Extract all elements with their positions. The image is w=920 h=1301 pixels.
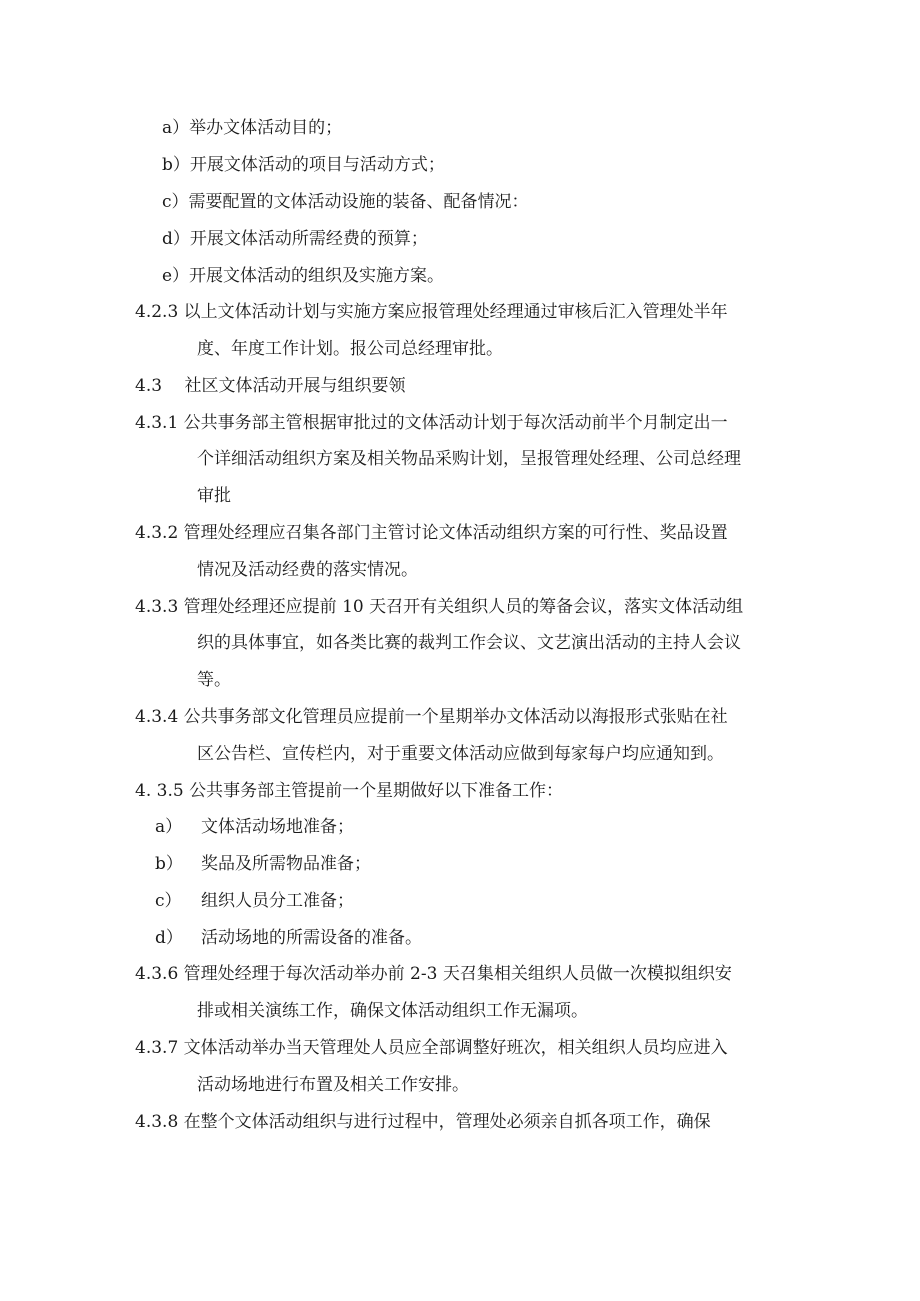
section-4-3-6-line2: 排或相关演练工作，确保文体活动组织工作无漏项。 [197,1001,588,1021]
section-4-3-8-line1: 4.3.8 在整个文体活动组织与进行过程中，管理处必须亲自抓各项工作，确保 [135,1112,711,1132]
list-item-d: d）开展文体活动所需经费的预算； [162,229,428,249]
section-4-3-2-line1: 4.3.2 管理处经理应召集各部门主管讨论文体活动组织方案的可行性、奖品设置 [135,523,728,543]
prep-item-d-marker: d） [155,928,183,948]
prep-item-a-text: 文体活动场地准备； [201,817,354,837]
section-4-2-3-line1: 4.2.3 以上文体活动计划与实施方案应报管理处经理通过审核后汇入管理处半年 [135,302,728,322]
prep-item-b-text: 奖品及所需物品准备； [201,854,371,874]
section-4-3-1-line2: 个详细活动组织方案及相关物品采购计划，呈报管理处经理、公司总经理 [197,449,741,469]
list-item-b: b）开展文体活动的项目与活动方式； [162,155,445,175]
section-4-3-1-line1: 4.3.1 公共事务部主管根据审批过的文体活动计划于每次活动前半个月制定出一 [135,413,728,433]
prep-item-b-marker: b） [155,854,183,874]
prep-item-d-text: 活动场地的所需设备的准备。 [201,928,422,948]
list-item-c: c）需要配置的文体活动设施的装备、配备情况： [162,192,529,212]
section-4-3-3-line2: 织的具体事宜，如各类比赛的裁判工作会议、文艺演出活动的主持人会议 [197,633,741,653]
section-4-3-1-line3: 审批 [197,486,231,506]
section-4-3-4-line2: 区公告栏、宣传栏内，对于重要文体活动应做到每家每户均应通知到。 [197,744,724,764]
prep-item-a-marker: a） [155,817,183,837]
section-4-3-7-line1: 4.3.7 文体活动举办当天管理处人员应全部调整好班次，相关组织人员均应进入 [135,1038,728,1058]
section-4-3-6-line1: 4.3.6 管理处经理于每次活动举办前 2-3 天召集相关组织人员做一次模拟组织安 [135,964,732,984]
list-item-e: e）开展文体活动的组织及实施方案。 [162,266,445,286]
list-item-a: a）举办文体活动目的； [162,118,343,138]
prep-item-c-marker: c） [155,891,182,911]
section-4-3-4-line1: 4.3.4 公共事务部文化管理员应提前一个星期举办文体活动以海报形式张贴在社 [135,707,728,727]
section-4-3-3-line3: 等。 [197,670,231,690]
section-4-3-7-line2: 活动场地进行布置及相关工作安排。 [197,1075,469,1095]
section-4-3-3-line1: 4.3.3 管理处经理还应提前 10 天召开有关组织人员的筹备会议，落实文体活动组 [135,597,744,617]
section-4-3-5-line1: 4. 3.5 公共事务部主管提前一个星期做好以下准备工作： [135,781,564,801]
prep-item-c-text: 组织人员分工准备； [201,891,354,911]
section-4-3-2-line2: 情况及活动经费的落实情况。 [197,560,418,580]
section-4-2-3-line2: 度、年度工作计划。报公司总经理审批。 [197,339,503,359]
section-4-3-heading: 4.3 社区文体活动开展与组织要领 [135,376,406,396]
